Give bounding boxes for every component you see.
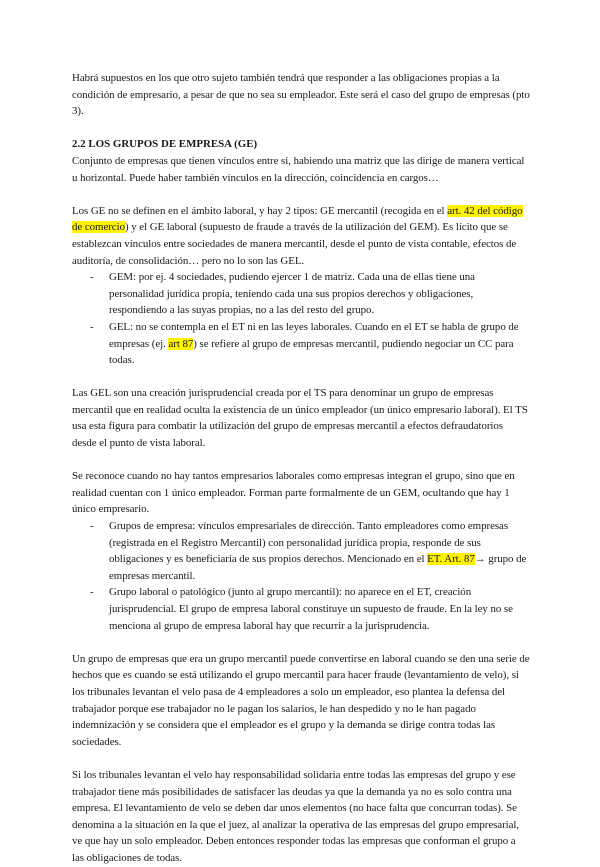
list-item-grupo-laboral [72,584,530,634]
list-item-text-b: → grupo de empresas mercantil. [109,553,527,582]
liability-paragraph: Si los tribunales levantan el velo hay responsabilidad solidaria entre todas las empresas del grupo y ese trabajador tiene más posibilidades de satisfacer las deudas ya que la demanda ya no es solo contra una empresa. El levantamiento de velo se deben dar unos elementos (no hace falta que concurran todas). Se denomina a la situación en la que el juez, al analizar la operativa de las empresas del grupo empresarial, ve que hay un solo empleador. Deben entonces responder todas las empresas que conforman el grupo a las obligaciones de todas. [72,768,520,864]
list-item-gel [72,319,530,369]
gel-paragraph: Las GEL son una creación jurisprudencial creada por el TS para denominar un grupo de empresas mercantil que en realidad oculta la existencia de un único empleador (un único empresario laboral). El TS usa esta figura para combatir la utilización del grupo de empresas mercantil a efectos defraudatorios desde el punto de vista laboral. [72,387,528,450]
ge-types-paragraph [72,203,530,269]
list-item-gem [72,269,530,319]
spacer [72,750,530,767]
spacer [72,369,530,386]
conversion-paragraph: Un grupo de empresas que era un grupo mercantil puede convertirse en laboral cuando se den una serie de hechos que es cuando se está utilizando el grupo mercantil para hacer fraude (levantamiento de velo), si los tribunales levantan el velo pasa de 4 empleadores a solo un empleador, eso plantea la defensa del trabajador porque ese trabajador no le pagan los salarios, le han despedido y no le han pagado indemnización y se considera que el empleador es el grupo y la demanda se dirige contra todas las sociedades. [72,652,530,748]
list-item-text-a: Grupos de empresa: vínculos empresariales de dirección. Tanto empleadores como empresas (registrada en el Registro Mercantil) con personalidad jurídica propia, responde de sus obligaciones y es beneficiaria de sus propios derechos. Mencionado en el [109,520,509,566]
group-types-list [72,518,530,634]
list-item-text-a: GEL: no se contempla en el ET ni en las leyes laborales. Cuando en el ET se habla de grupo de empresas (ej. [109,320,519,350]
spacer [72,120,530,137]
dash-bullet: - [90,320,94,333]
list-item-text: Grupo laboral o patológico (junto al grupo mercantil): no aparece en el ET, creación jurisprudencial. El grupo de empresa laboral constituye un supuesto de fraude. En la ley no se menciona al grupo de empresa laboral hay que recurrir a la jurisprudencia. [109,586,513,632]
spacer [72,186,530,203]
list-item-text-b: ) se refiere al grupo de empresas mercantil, pudiendo negociar un CC para todas. [109,337,514,367]
list-item-grupos-empresa [72,518,530,584]
document-page [72,70,530,867]
intro-paragraph: Habrá supuestos en los que otro sujeto también tendrá que responder a las obligaciones propias a la condición de empresario, a pesar de que no sea su empleador. Este será el caso del grupo de empresas (pto 3). [72,72,530,118]
ge-types-text-b: ) y el GE laboral (supuesto de fraude a través de la utilización del GEM). Es lícito que se establezcan vínculos entre sociedades de manera mercantil, desde el punto de vista contable, efectos de auditoría, de consolidación… pero no lo son las GEL. [72,221,517,267]
dash-bullet: - [90,271,94,284]
spacer [72,452,530,469]
spacer [72,634,530,651]
highlight-et-art87: ET. Art. 87 [427,553,475,566]
section-intro-paragraph: Conjunto de empresas que tienen vínculos entre sí, habiendo una matriz que las dirige de manera vertical u horizontal. Puede haber también vínculos en la dirección, coincidencia en cargos… [72,154,525,184]
list-item-text: GEM: por ej. 4 sociedades, pudiendo ejercer 1 de matriz. Cada una de ellas tiene una personalidad jurídica propia, teniendo cada una sus propios derechos y obligaciones, respondiendo a las suyas propias, no a las del resto del grupo. [109,271,475,317]
section-heading: 2.2 LOS GRUPOS DE EMPRESA (GE) [72,138,258,151]
dash-bullet: - [90,520,94,533]
ge-types-list [72,269,530,369]
recognition-paragraph: Se reconoce cuando no hay tantos empresarios laborales como empresas integran el grupo, sino que en realidad cuentan con 1 único empleador. Forman parte formalmente de un GEM, ocultando que hay 1 único empresario. [72,470,515,516]
highlight-art87: art 87 [168,337,194,350]
ge-types-text-a: Los GE no se definen en el ámbito laboral, y hay 2 tipos: GE mercantil (recogida en el [72,204,448,217]
dash-bullet: - [90,586,94,599]
highlight-art42: art. 42 del código de comercio [72,204,523,234]
